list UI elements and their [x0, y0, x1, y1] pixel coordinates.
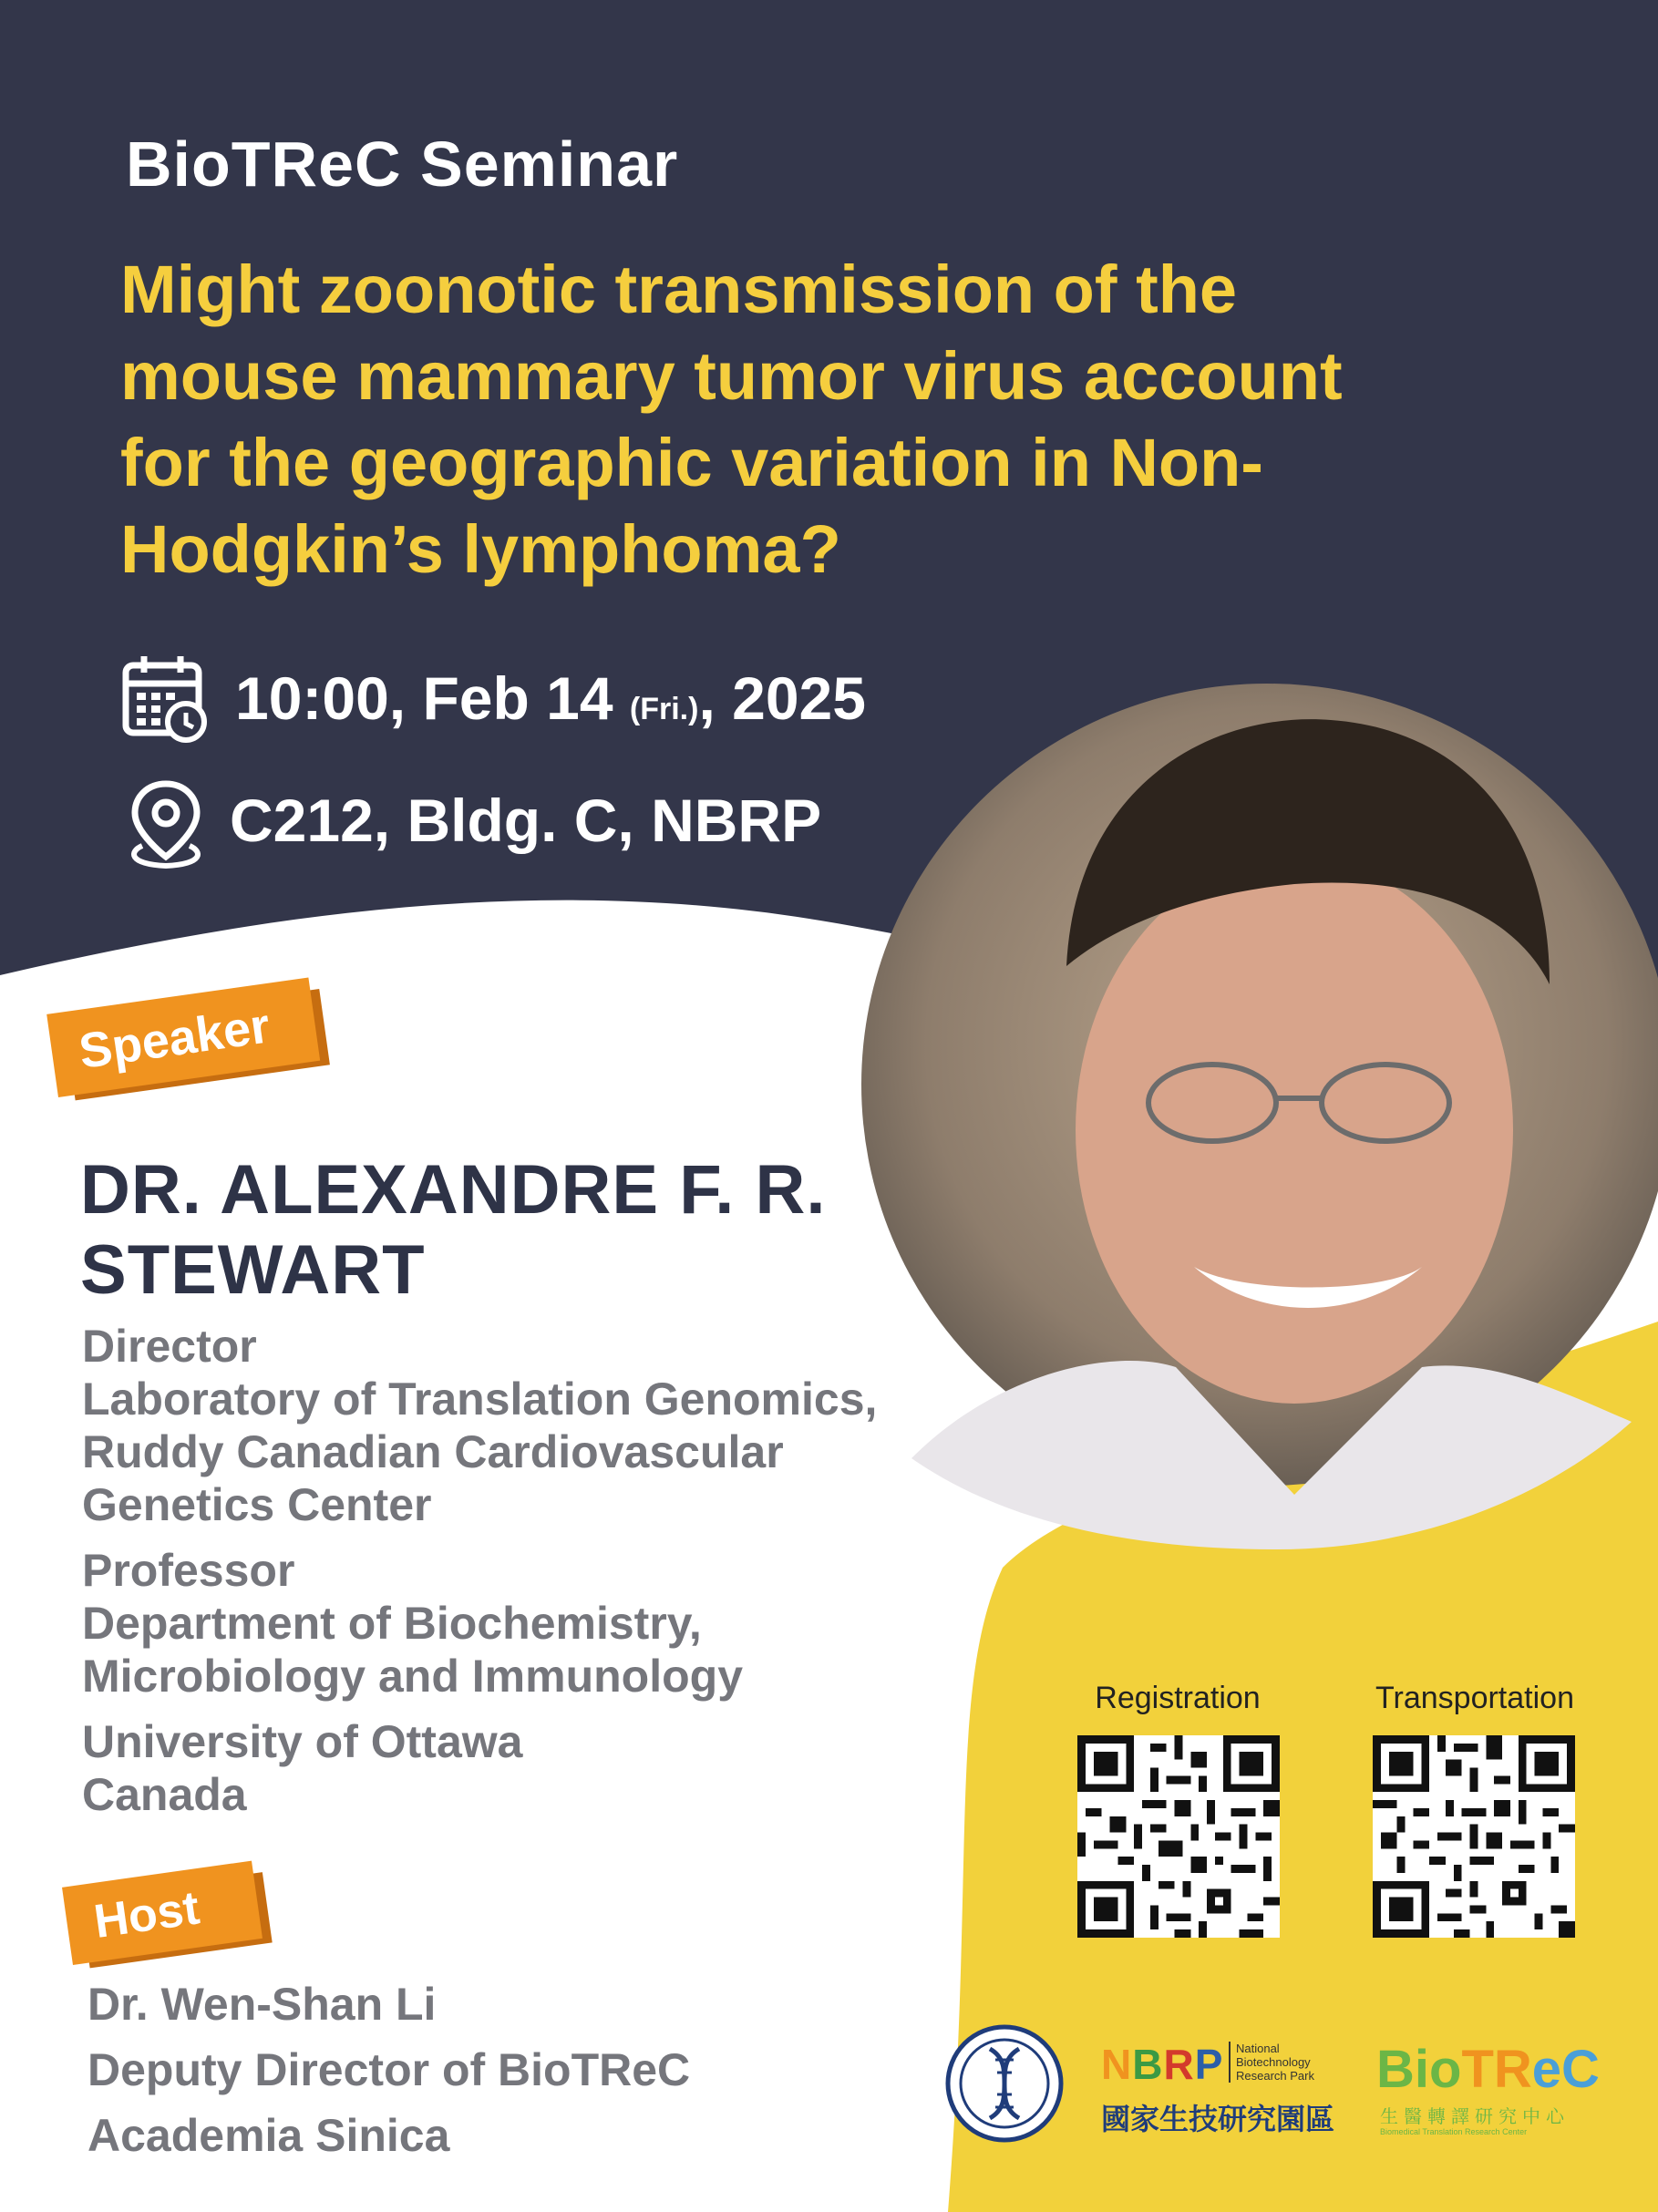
affiliation-line: Laboratory of Translation Genomics, [82, 1373, 878, 1425]
speaker-tag: Speaker [46, 978, 320, 1097]
affiliation-line: Genetics Center [82, 1479, 432, 1530]
affiliation-line: University of Ottawa [82, 1716, 523, 1767]
seminar-title-line-4: Hodgkin’s lymphoma? [120, 511, 841, 587]
biotrec-logo [1376, 2042, 1622, 2151]
map-pin-icon [124, 777, 208, 871]
nbrp-chinese-name: 國家生技研究園區 [1101, 2103, 1335, 2135]
nbrp-subtitle [1229, 2042, 1314, 2083]
datetime-main: 10:00, Feb 14 [235, 664, 630, 732]
event-datetime [235, 664, 866, 733]
speaker-name-line-1: DR. ALEXANDRE F. R. [80, 1151, 827, 1229]
nbrp-mark: NBRP [1101, 2041, 1224, 2088]
affiliation-line: Department of Biochemistry, [82, 1598, 702, 1649]
seminar-kicker: BioTReC Seminar [126, 129, 679, 200]
registration-qr-code[interactable] [1077, 1735, 1280, 1938]
registration-label: Registration [1095, 1681, 1261, 1715]
seminar-title-line-1: Might zoonotic transmission of the [120, 252, 1238, 327]
host-tag: Host [62, 1861, 263, 1965]
seminar-title-line-2: mouse mammary tumor virus account [120, 338, 1343, 414]
registration-qr-pattern [1077, 1735, 1280, 1938]
affiliation-line: Microbiology and Immunology [82, 1651, 743, 1702]
academia-sinica-logo [944, 2023, 1065, 2144]
transportation-qr-code[interactable] [1373, 1735, 1575, 1938]
affiliation-line: Canada [82, 1769, 247, 1820]
biotrec-english-name: Biomedical Translation Research Center [1380, 2127, 1528, 2136]
nbrp-subtitle-line: Biotechnology [1236, 2055, 1311, 2069]
affiliation-line: Director [82, 1321, 257, 1372]
speaker-portrait [861, 684, 1658, 1549]
academia-sinica-seal [944, 2023, 1065, 2144]
biotrec-mark: BioTReC [1376, 2040, 1600, 2099]
datetime-year: , 2025 [698, 664, 866, 732]
transportation-qr-pattern [1373, 1735, 1575, 1938]
speaker-name-line-2: STEWART [80, 1231, 426, 1309]
datetime-day: (Fri.) [629, 692, 699, 726]
biotrec-chinese-name: 生醫轉譯研究中心 [1380, 2107, 1570, 2127]
nbrp-subtitle-line: National [1236, 2042, 1280, 2055]
host-title: Deputy Director of BioTReC [88, 2044, 691, 2095]
host-name: Dr. Wen-Shan Li [88, 1979, 437, 2030]
nbrp-logo [1101, 2040, 1347, 2149]
host-org: Academia Sinica [88, 2110, 450, 2161]
affiliation-line: Ruddy Canadian Cardiovascular [82, 1426, 784, 1477]
nbrp-subtitle-line: Research Park [1236, 2069, 1314, 2083]
calendar-clock-icon [120, 653, 211, 744]
transportation-label: Transportation [1375, 1681, 1574, 1715]
seminar-title-line-3: for the geographic variation in Non- [120, 425, 1263, 500]
event-location: C212, Bldg. C, NBRP [230, 787, 822, 854]
affiliation-line: Professor [82, 1545, 295, 1596]
